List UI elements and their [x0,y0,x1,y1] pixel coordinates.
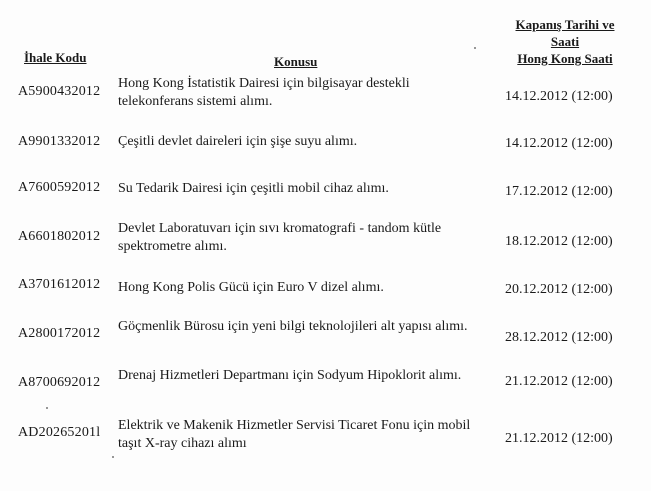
tender-code: AD20265201l [18,425,101,440]
tender-code: A2800172012 [18,326,101,341]
closing-date: 17.12.2012 (12:00) [505,184,613,199]
scan-speck [46,407,48,409]
tender-code: A8700692012 [18,375,101,390]
closing-date: 18.12.2012 (12:00) [505,234,613,249]
tender-subject: Devlet Laboratuvarı için sıvı kromatografi - tandom kütle spektrometre alımı. [118,221,442,254]
tender-subject: Göçmenlik Bürosu için yeni bilgi teknolojileri alt yapısı alımı. [118,319,468,334]
scan-speck [474,47,476,49]
header-closing-date [500,16,630,67]
closing-date: 21.12.2012 (12:00) [505,431,613,446]
closing-date: 20.12.2012 (12:00) [505,282,613,297]
tender-code: A6601802012 [18,229,101,244]
closing-date: 21.12.2012 (12:00) [505,374,613,389]
scan-speck [112,456,114,458]
tender-subject: Drenaj Hizmetleri Departmanı için Sodyum Hipoklorit alımı. [118,368,462,383]
tender-subject: Hong Kong İstatistik Dairesi için bilgisayar destekli telekonferans sistemi alımı. [118,76,410,109]
header-tender-code: İhale Kodu [24,50,87,65]
header-subject: Konusu [274,54,318,69]
tender-code: A9901332012 [18,134,101,149]
header-closing-date-line1: Kapanış Tarihi ve [515,17,615,32]
closing-date: 14.12.2012 (12:00) [505,136,613,151]
tender-subject: Çeşitli devlet daireleri için şişe suyu alımı. [118,134,358,149]
tender-subject: Elektrik ve Makenik Hizmetler Servisi Ticaret Fonu için mobil taşıt X-ray cihazı alımı [118,418,471,451]
header-closing-date-line2: Saati [550,34,580,49]
closing-date: 14.12.2012 (12:00) [505,89,613,104]
header-closing-date-line3: Hong Kong Saati [517,51,613,66]
tender-code: A3701612012 [18,277,101,292]
tender-subject: Su Tedarik Dairesi için çeşitli mobil cihaz alımı. [118,181,389,196]
closing-date: 28.12.2012 (12:00) [505,330,613,345]
tender-code: A7600592012 [18,180,101,195]
tender-subject: Hong Kong Polis Gücü için Euro V dizel alımı. [118,280,384,295]
tender-code: A5900432012 [18,84,101,99]
